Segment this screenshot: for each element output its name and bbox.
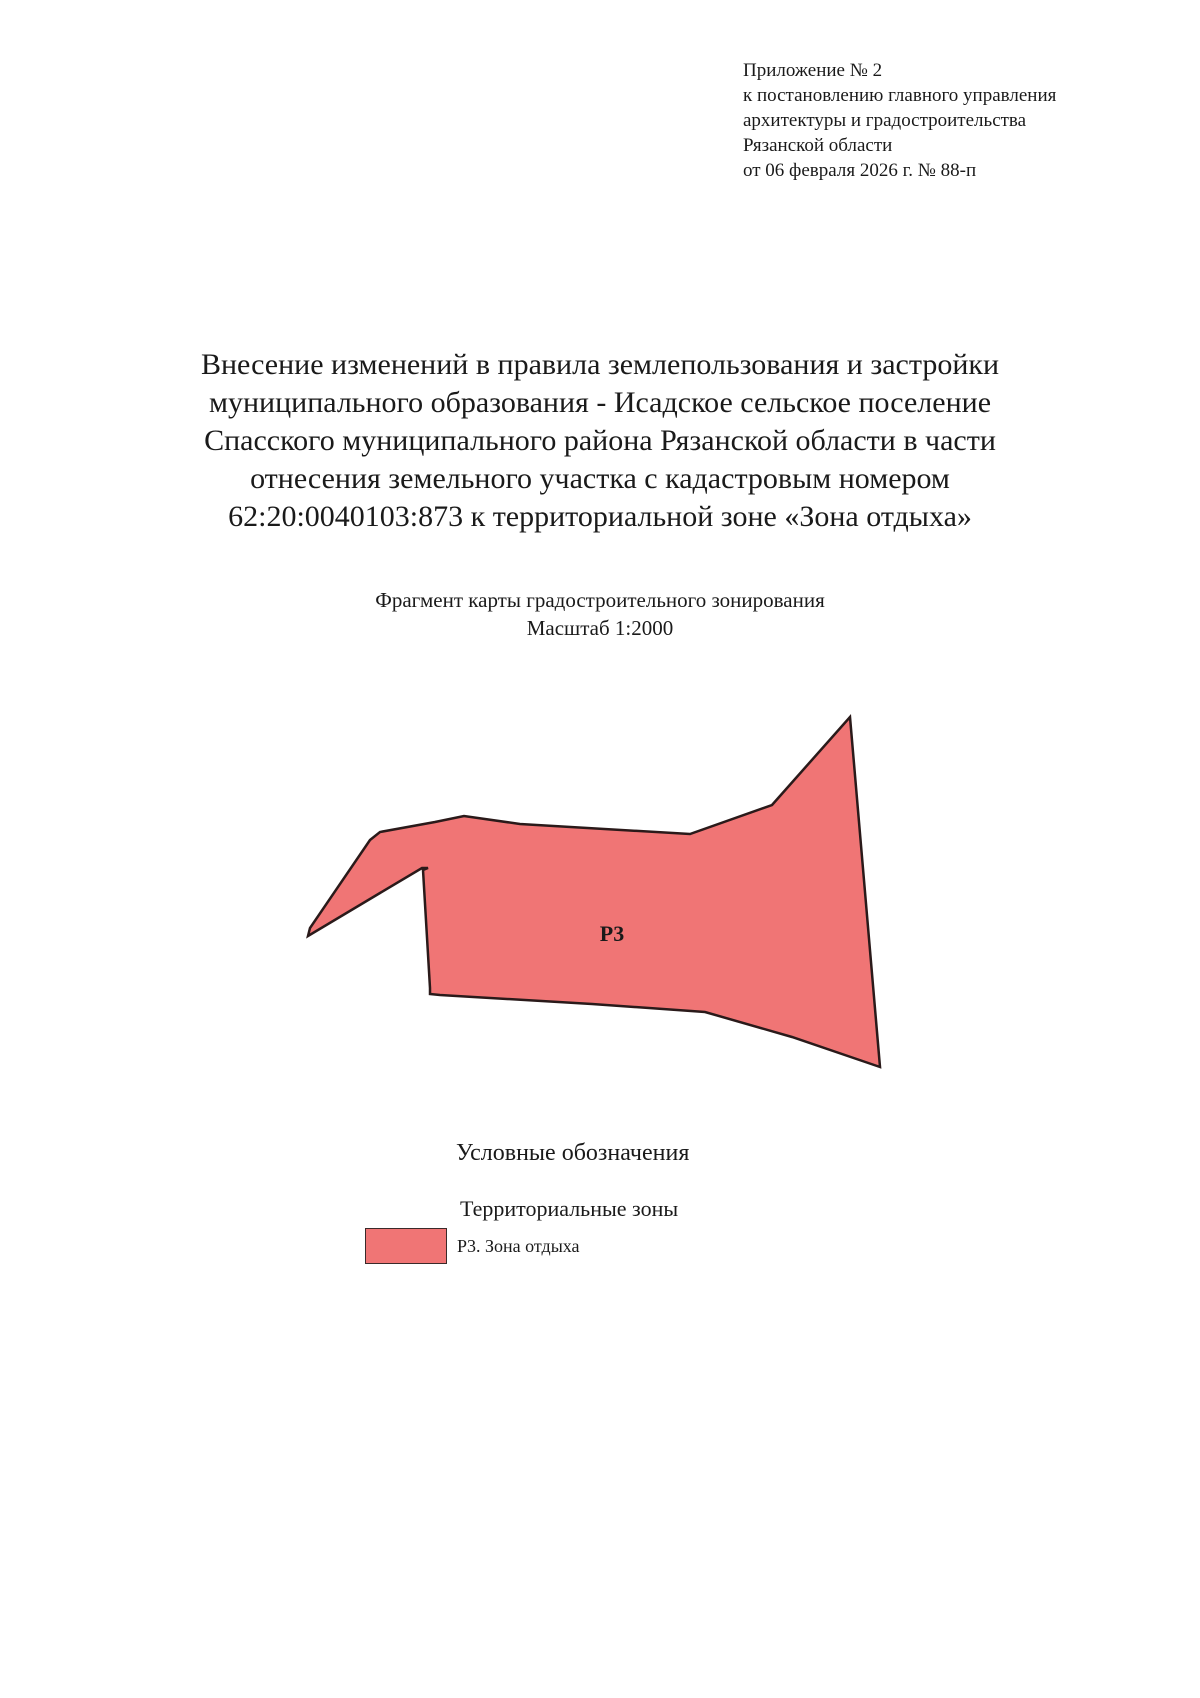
legend-item [365, 1228, 580, 1264]
zone-label: Р3 [599, 921, 625, 946]
map-scale: Масштаб 1:2000 [526, 616, 674, 640]
map-caption-block [200, 586, 1000, 642]
zone-polygon [308, 717, 880, 1067]
zoning-map [290, 700, 900, 1100]
document-title [100, 346, 1100, 536]
appendix-line: Приложение № 2 [743, 60, 883, 81]
zoning-map-svg [290, 700, 900, 1100]
title-line: Внесение изменений в правила землепользования и застройки [200, 348, 1000, 381]
title-line: 62:20:0040103:873 к территориальной зоне «Зона отдыха» [228, 500, 972, 533]
legend-title: Условные обозначения [456, 1140, 690, 1166]
title-line: отнесения земельного участка с кадастровым номером [250, 462, 950, 495]
appendix-line: архитектуры и градостроительства [743, 110, 1027, 131]
title-line: муниципального образования - Исадское сельское поселение [208, 386, 992, 419]
appendix-header [743, 58, 1163, 183]
appendix-line: к постановлению главного управления [743, 85, 1057, 106]
appendix-line: от 06 февраля 2026 г. № 88-п [743, 160, 977, 181]
map-caption: Фрагмент карты градостроительного зонирования [375, 588, 825, 612]
appendix-line: Рязанской области [743, 135, 893, 156]
legend-swatch [365, 1228, 447, 1264]
title-line: Спасского муниципального района Рязанской области в части [204, 424, 996, 457]
legend-subtitle: Территориальные зоны [460, 1196, 679, 1221]
legend-label: Р3. Зона отдыха [457, 1235, 580, 1256]
